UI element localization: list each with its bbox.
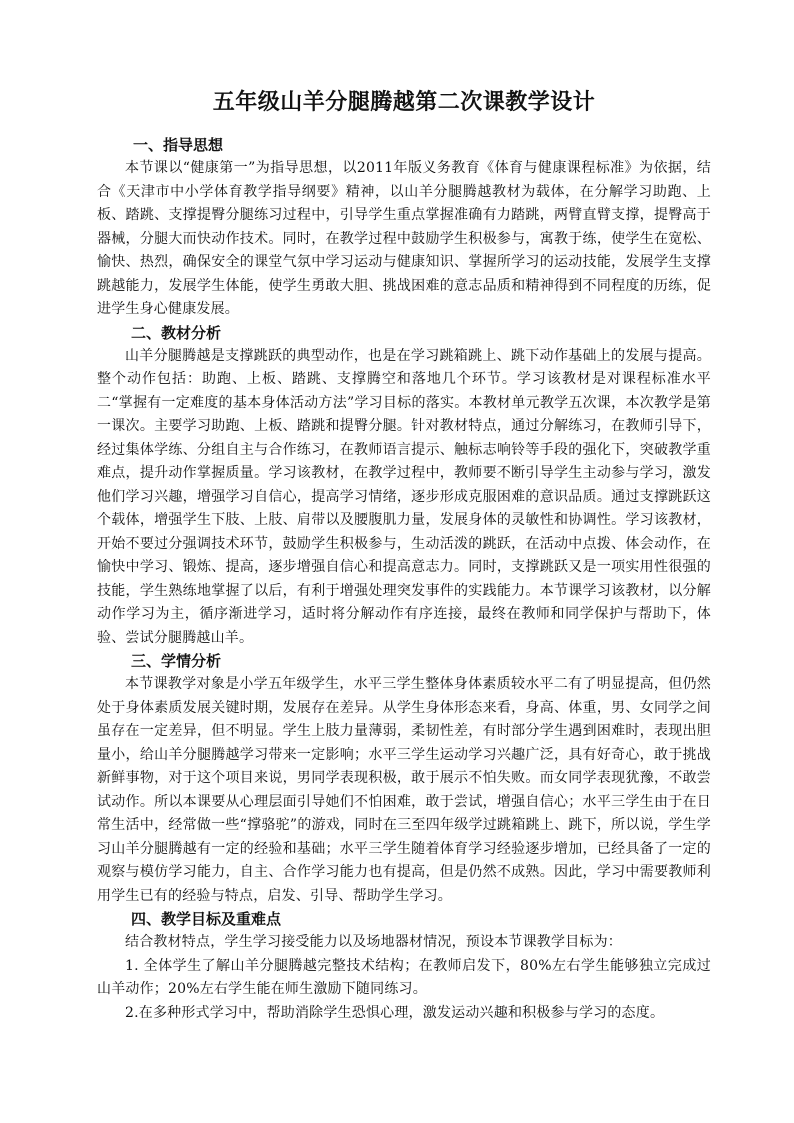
list-item: 2.在多种形式学习中，帮助消除学生恐惧心理，激发运动兴趣和积极参与学习的态度。 — [125, 1004, 665, 1021]
section-material-analysis — [97, 322, 711, 651]
section-heading: 一、指导思想 — [133, 136, 224, 154]
document-title: 五年级山羊分腿腾越第二次课教学设计 — [212, 90, 596, 115]
list-item: 1. 全体学生了解山羊分腿腾越完整技术结构；在教师启发下，80%左右学生能够独立完成过山羊动作；20%左右学生能在师生激励下随同练习。 — [97, 957, 711, 997]
section-heading: 二、教材分析 — [131, 323, 222, 342]
section-heading: 三、学情分析 — [131, 652, 222, 670]
section-teaching-goals — [97, 908, 711, 1025]
paragraph: 本节课教学对象是小学五年级学生，水平三学生整体身体素质较水平二有了明显提高，但仍然处于身体素质发展关键时期，发展存在差异。从学生身体形态来看，身高、体重，男、女同学之间虽存在一定差异，但不明显。学生上肢力量薄弱，柔韧性差，有时部分学生遇到困难时，表现出胆量小，给山羊分腿腾越学习带来一定影响；水平三学生运动学习兴趣广泛，具有好奇心，敢于挑战新鲜事物，对于这个项目来说，男同学表现积极，敢于展示不怕失败。而女同学表现犹豫，不敢尝试动作。所以本课要从心理层面引导她们不怕困难，敢于尝试，增强自信心；水平三学生由于在日常生活中，经常做一些“撑骆驼”的游戏，同时在三至四年级学过跳箱跳上、跳下，所以说，学生学习山羊分腿腾越有一定的经验和基础；水平三学生随着体育学习经验逐步增加，已经具备了一定的观察与模仿学习能力，自主、合作学习能力也有提高，但是仍然不成熟。因此，学习中需要教师利用学生已有的经验与特点，启发、引导、帮助学生学习。 — [97, 676, 711, 904]
section-guiding-ideology — [97, 134, 711, 322]
paragraph: 本节课以“健康第一”为指导思想，以2011年版义务教育《体育与健康课程标准》为依据，结合《天津市中小学体育教学指导纲要》精神，以山羊分腿腾越教材为载体，在分解学习助跑、上板、踏跳、支撑提臀分腿练习过程中，引导学生重点掌握准确有力踏跳，两臂直臂支撑，提臀高于器械，分腿大而快动作技术。同时，在教学过程中鼓励学生积极参与，寓教于练，使学生在宽松、愉快、热烈，确保安全的课堂气氛中学习运动与健康知识、掌握所学习的运动技能，发展学生支撑跳越能力，发展学生体能，使学生勇敢大胆、挑战困难的意志品质和精神得到不同程度的历练，促进学生身心健康发展。 — [97, 160, 711, 317]
section-heading: 四、教学目标及重难点 — [131, 910, 282, 928]
paragraph: 结合教材特点，学生学习接受能力以及场地器材情况，预设本节课教学目标为： — [125, 934, 622, 950]
paragraph: 山羊分腿腾越是支撑跳跃的典型动作，也是在学习跳箱跳上、跳下动作基础上的发展与提高。整个动作包括：助跑、上板、踏跳、支撑腾空和落地几个环节。学习该教材是对课程标准水平二“掌握有一定难度的基本身体活动方法”学习目标的落实。本教材单元教学五次课，本次教学是第一课次。主要学习助跑、上板、踏跳和提臀分腿。针对教材特点，通过分解练习，在教师引导下，经过集体学练、分组自主与合作练习，在教师语言提示、触标志响铃等手段的强化下，突破教学重难点，提升动作掌握质量。学习该教材，在教学过程中，教师要不断引导学生主动参与学习，激发他们学习兴趣，增强学习自信心，提高学习情绪，逐步形成克服困难的意识品质。通过支撑跳跃这个载体，增强学生下肢、上肢、肩带以及腰腹肌力量，发展身体的灵敏性和协调性。学习该教材，开始不要过分强调技术环节，鼓励学生积极参与，生动活泼的跳跃，在活动中点拨、体会动作，在愉快中学习、锻炼、提高，逐步增强自信心和提高意志力。同时，支撑跳跃又是一项实用性很强的技能，学生熟练地掌握了以后，有利于增强处理突发事件的实践能力。本节课学习该教材，以分解动作学习为主，循序渐进学习，适时将分解动作有序连接，最终在教师和同学保护与帮助下，体验、尝试分腿腾越山羊。 — [97, 347, 711, 646]
section-student-analysis — [97, 650, 711, 908]
document-body — [97, 88, 711, 1025]
